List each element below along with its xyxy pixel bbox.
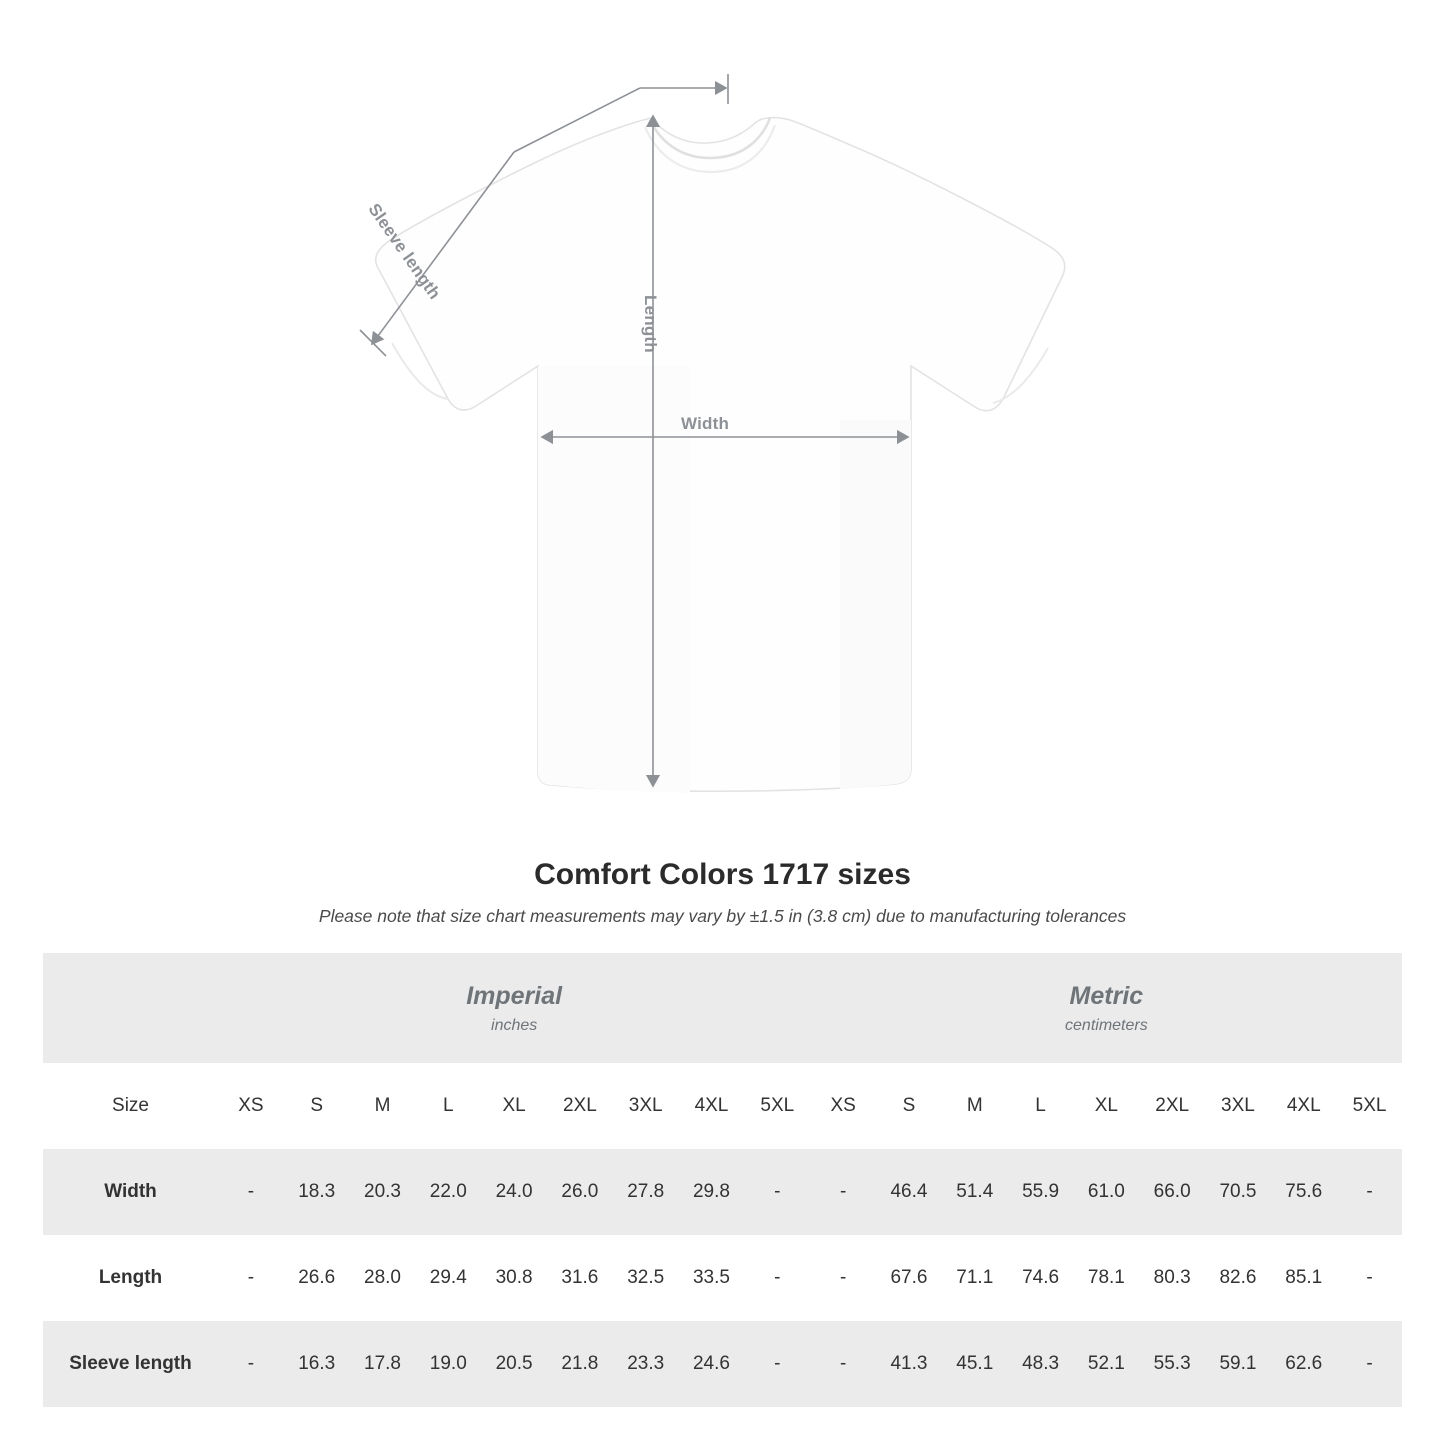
sleeve-metric-s: 41.3 [876, 1321, 942, 1407]
size-header-imperial-5xl: 5XL [744, 1063, 810, 1149]
width-imperial-s: 18.3 [284, 1149, 350, 1235]
sleeve-imperial-m: 17.8 [350, 1321, 416, 1407]
size-header-row [43, 1063, 1402, 1149]
sleeve-imperial-xs: - [218, 1321, 284, 1407]
length-imperial-m: 28.0 [364, 1267, 401, 1288]
unit-cell-imperial [218, 953, 810, 1063]
sleeve-metric-5xl: - [1337, 1321, 1403, 1407]
size-table [43, 953, 1402, 1407]
size-table-wrapper [43, 953, 1402, 1407]
size-header-metric-4xl: 4XL [1271, 1063, 1337, 1149]
unit-system-metric: Metric [1069, 982, 1144, 1011]
length-metric-l: 74.6 [1022, 1267, 1060, 1288]
length-imperial-xl: 30.8 [495, 1267, 533, 1288]
size-header-label: Size [43, 1063, 218, 1149]
length-metric-5xl: - [1366, 1267, 1373, 1288]
width-metric-4xl: 75.6 [1271, 1149, 1337, 1235]
sleeve-metric-3xl: 59.1 [1205, 1321, 1271, 1407]
size-header-metric-3xl: 3XL [1205, 1063, 1271, 1149]
sleeve-imperial-4xl: 24.6 [679, 1321, 745, 1407]
row-label-width: Width [43, 1149, 218, 1235]
chart-heading-block [0, 858, 1445, 927]
sleeve-metric-4xl: 62.6 [1271, 1321, 1337, 1407]
length-metric-3xl: 82.6 [1219, 1267, 1257, 1288]
width-label: Width [681, 414, 730, 433]
page-title: Comfort Colors 1717 sizes [534, 858, 911, 891]
sleeve-metric-xl: 52.1 [1073, 1321, 1139, 1407]
sleeve-metric-l: 48.3 [1008, 1321, 1074, 1407]
length-metric-s: 67.6 [890, 1267, 928, 1288]
size-header-metric-s: S [876, 1063, 942, 1149]
length-imperial-l: 29.4 [429, 1267, 467, 1288]
width-metric-xs: - [810, 1149, 876, 1235]
size-header-imperial-m: M [350, 1063, 416, 1149]
sleeve-imperial-xl: 20.5 [481, 1321, 547, 1407]
size-header-metric-l: L [1008, 1063, 1074, 1149]
size-header-imperial-xl: XL [481, 1063, 547, 1149]
size-header-metric-5xl: 5XL [1337, 1063, 1403, 1149]
width-imperial-l: 22.0 [415, 1149, 481, 1235]
sleeve-imperial-2xl: 21.8 [547, 1321, 613, 1407]
width-metric-l: 55.9 [1008, 1149, 1074, 1235]
length-imperial-2xl: 31.6 [561, 1267, 599, 1288]
size-header-imperial-2xl: 2XL [547, 1063, 613, 1149]
width-metric-xl: 61.0 [1073, 1149, 1139, 1235]
size-header-metric-2xl: 2XL [1139, 1063, 1205, 1149]
width-metric-5xl: - [1337, 1149, 1403, 1235]
width-imperial-3xl: 27.8 [613, 1149, 679, 1235]
length-imperial-5xl: - [774, 1267, 781, 1288]
sleeve-length-label: Sleeve length [364, 200, 445, 303]
length-metric-xl: 78.1 [1087, 1267, 1125, 1288]
width-metric-3xl: 70.5 [1205, 1149, 1271, 1235]
size-header-imperial-l: L [415, 1063, 481, 1149]
width-metric-2xl: 66.0 [1139, 1149, 1205, 1235]
tshirt-shape [376, 118, 1065, 793]
unit-system-imperial: Imperial [466, 982, 563, 1011]
length-metric-xs: - [840, 1267, 847, 1288]
size-header-metric-xl: XL [1073, 1063, 1139, 1149]
sleeve-imperial-l: 19.0 [415, 1321, 481, 1407]
table-row-sleeve-length [43, 1321, 1402, 1407]
size-header-imperial-4xl: 4XL [679, 1063, 745, 1149]
table-row-width [43, 1149, 1402, 1235]
length-imperial-s: 26.6 [298, 1267, 336, 1288]
unit-cell-metric [810, 953, 1402, 1063]
unit-name-inches: inches [491, 1016, 538, 1034]
length-label: Length [641, 295, 660, 353]
sleeve-imperial-s: 16.3 [284, 1321, 350, 1407]
width-imperial-4xl: 29.8 [679, 1149, 745, 1235]
unit-header-row [43, 953, 1402, 1063]
row-label-sleeve-length: Sleeve length [43, 1321, 218, 1407]
width-metric-s: 46.4 [876, 1149, 942, 1235]
width-imperial-5xl: - [744, 1149, 810, 1235]
sleeve-imperial-3xl: 23.3 [613, 1321, 679, 1407]
table-row-length [43, 1235, 1402, 1321]
size-header-imperial-xs: XS [218, 1063, 284, 1149]
tolerance-note: Please note that size chart measurements may vary by ±1.5 in (3.8 cm) due to manufacturing tolerances [318, 906, 1127, 926]
length-imperial-xs: - [247, 1267, 255, 1288]
width-imperial-xs: - [218, 1149, 284, 1235]
width-imperial-m: 20.3 [350, 1149, 416, 1235]
size-header-metric-xs: XS [810, 1063, 876, 1149]
size-header-metric-m: M [942, 1063, 1008, 1149]
unit-spacer-cell [43, 953, 218, 1063]
sleeve-metric-m: 45.1 [942, 1321, 1008, 1407]
sleeve-imperial-5xl: - [744, 1321, 810, 1407]
length-imperial-3xl: 32.5 [627, 1267, 665, 1288]
row-label-length: Length [98, 1267, 163, 1288]
size-header-imperial-s: S [284, 1063, 350, 1149]
length-metric-m: 71.1 [956, 1267, 994, 1288]
width-imperial-2xl: 26.0 [547, 1149, 613, 1235]
length-metric-2xl: 80.3 [1153, 1267, 1191, 1288]
length-imperial-4xl: 33.5 [692, 1267, 730, 1288]
sleeve-metric-2xl: 55.3 [1139, 1321, 1205, 1407]
width-metric-m: 51.4 [942, 1149, 1008, 1235]
width-imperial-xl: 24.0 [481, 1149, 547, 1235]
unit-name-centimeters: centimeters [1065, 1016, 1148, 1034]
sleeve-metric-xs: - [810, 1321, 876, 1407]
length-metric-4xl: 85.1 [1285, 1267, 1323, 1288]
size-header-imperial-3xl: 3XL [613, 1063, 679, 1149]
